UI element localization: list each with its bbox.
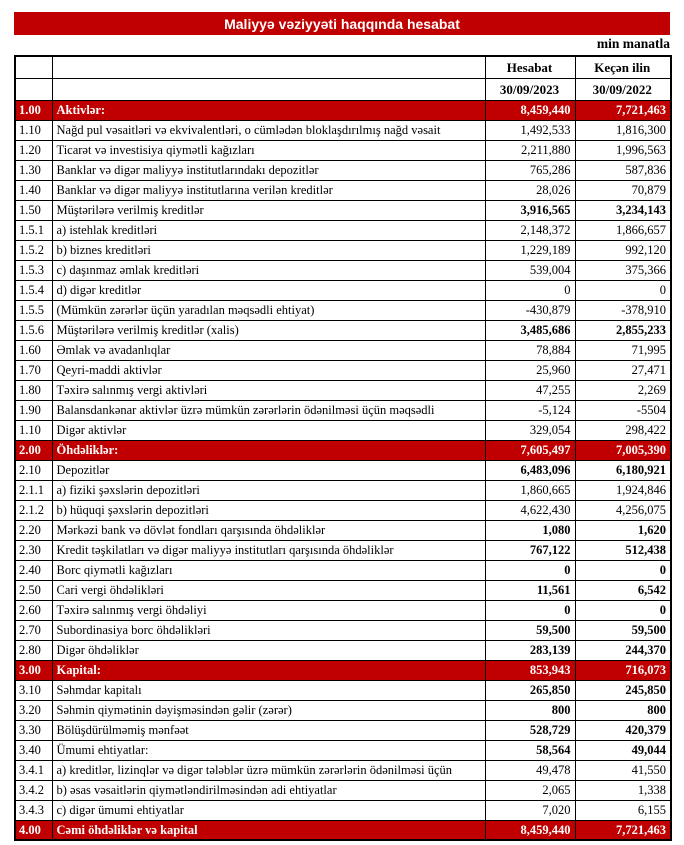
row-current-value: 7,020 (485, 800, 575, 820)
table-row-2.70 (15, 620, 671, 640)
row-prior-value: 2,855,233 (575, 320, 671, 340)
row-code: 1.5.6 (15, 320, 52, 340)
row-current-value: 0 (485, 560, 575, 580)
row-label: Aktivlər: (52, 100, 485, 120)
header-code-cell-2 (15, 78, 52, 100)
row-code: 3.10 (15, 680, 52, 700)
row-prior-value: 2,269 (575, 380, 671, 400)
row-code: 1.00 (15, 100, 52, 120)
row-label: Təxirə salınmış vergi öhdəliyi (52, 600, 485, 620)
row-prior-value: 3,234,143 (575, 200, 671, 220)
row-prior-value: 7,721,463 (575, 100, 671, 120)
row-prior-value: 0 (575, 280, 671, 300)
row-code: 2.70 (15, 620, 52, 640)
row-current-value: -5,124 (485, 400, 575, 420)
row-prior-value: 0 (575, 560, 671, 580)
table-row-1.20 (15, 140, 671, 160)
row-prior-value: 1,620 (575, 520, 671, 540)
table-row-1.10 (15, 120, 671, 140)
row-current-value: 47,255 (485, 380, 575, 400)
row-code: 1.5.3 (15, 260, 52, 280)
row-prior-value: 992,120 (575, 240, 671, 260)
row-prior-value: 27,471 (575, 360, 671, 380)
row-code: 1.5.4 (15, 280, 52, 300)
row-label: Öhdəliklər: (52, 440, 485, 460)
row-label: Ticarət və investisiya qiymətli kağızları (52, 140, 485, 160)
table-row-2.10 (15, 460, 671, 480)
row-current-value: 265,850 (485, 680, 575, 700)
row-prior-value: -378,910 (575, 300, 671, 320)
row-current-value: 59,500 (485, 620, 575, 640)
row-label: Səhmdar kapitalı (52, 680, 485, 700)
row-code: 3.00 (15, 660, 52, 680)
table-row-1.5.4 (15, 280, 671, 300)
row-current-value: 2,148,372 (485, 220, 575, 240)
row-code: 1.10 (15, 420, 52, 440)
row-code: 1.60 (15, 340, 52, 360)
row-label: Müştərilərə verilmiş kreditlər (52, 200, 485, 220)
row-label: b) hüquqi şəxslərin depozitləri (52, 500, 485, 520)
table-row-1.50 (15, 200, 671, 220)
table-row-1.5.2 (15, 240, 671, 260)
report-title-banner (14, 12, 670, 35)
row-label: c) daşınmaz əmlak kreditləri (52, 260, 485, 280)
row-label: Subordinasiya borc öhdəlikləri (52, 620, 485, 640)
row-label: Kapital: (52, 660, 485, 680)
row-current-value: 765,286 (485, 160, 575, 180)
row-code: 2.80 (15, 640, 52, 660)
row-prior-value: 6,180,921 (575, 460, 671, 480)
row-label: a) istehlak kreditləri (52, 220, 485, 240)
table-row-2.40 (15, 560, 671, 580)
row-code: 2.00 (15, 440, 52, 460)
row-code: 2.60 (15, 600, 52, 620)
row-code: 3.4.3 (15, 800, 52, 820)
row-current-value: 528,729 (485, 720, 575, 740)
row-label: Kredit təşkilatları və digər maliyyə institutları qarşısında öhdəliklər (52, 540, 485, 560)
row-prior-value: 1,338 (575, 780, 671, 800)
row-label: (Mümkün zərərlər üçün yaradılan məqsədli ehtiyat) (52, 300, 485, 320)
row-prior-value: 49,044 (575, 740, 671, 760)
row-label: Nağd pul vəsaitləri və ekvivalentləri, o cümlədən bloklaşdırılmış nağd vəsait (52, 120, 485, 140)
row-code: 2.1.1 (15, 480, 52, 500)
row-code: 3.20 (15, 700, 52, 720)
row-code: 3.4.1 (15, 760, 52, 780)
table-row-1.60 (15, 340, 671, 360)
row-prior-value: 716,073 (575, 660, 671, 680)
row-code: 1.20 (15, 140, 52, 160)
row-prior-value: 70,879 (575, 180, 671, 200)
row-prior-value: 71,995 (575, 340, 671, 360)
row-current-value: -430,879 (485, 300, 575, 320)
row-label: Təxirə salınmış vergi aktivləri (52, 380, 485, 400)
row-current-value: 6,483,096 (485, 460, 575, 480)
row-current-value: 853,943 (485, 660, 575, 680)
table-row-1.90 (15, 400, 671, 420)
row-current-value: 0 (485, 600, 575, 620)
row-current-value: 1,080 (485, 520, 575, 540)
row-label: a) kreditlər, lizinqlər və digər tələblər üzrə mümkün zərərlərin ödənilməsi üçün (52, 760, 485, 780)
report-table-body (15, 56, 671, 840)
table-row-1.30 (15, 160, 671, 180)
row-code: 1.40 (15, 180, 52, 200)
row-current-value: 8,459,440 (485, 820, 575, 840)
table-row-1.40 (15, 180, 671, 200)
table-row-1.5.1 (15, 220, 671, 240)
row-prior-value: 298,422 (575, 420, 671, 440)
row-code: 1.5.2 (15, 240, 52, 260)
row-current-value: 28,026 (485, 180, 575, 200)
column-header-row (15, 56, 671, 78)
row-prior-value: 7,721,463 (575, 820, 671, 840)
row-code: 2.40 (15, 560, 52, 580)
row-code: 1.70 (15, 360, 52, 380)
row-code: 2.1.2 (15, 500, 52, 520)
table-row-1.00 (15, 100, 671, 120)
row-label: Qeyri-maddi aktivlər (52, 360, 485, 380)
row-label: Balansdankənar aktivlər üzrə mümkün zərərlərin ödənilməsi üçün məqsədli (52, 400, 485, 420)
header-prior-label: Keçən ilin (575, 56, 671, 78)
row-prior-value: 41,550 (575, 760, 671, 780)
row-label: Müştərilərə verilmiş kreditlər (xalis) (52, 320, 485, 340)
table-row-1.5.3 (15, 260, 671, 280)
row-current-value: 329,054 (485, 420, 575, 440)
header-code-cell (15, 56, 52, 78)
table-row-3.10 (15, 680, 671, 700)
row-current-value: 3,916,565 (485, 200, 575, 220)
row-prior-value: 1,996,563 (575, 140, 671, 160)
row-prior-value: 6,542 (575, 580, 671, 600)
row-label: Digər öhdəliklər (52, 640, 485, 660)
row-prior-value: 0 (575, 600, 671, 620)
row-current-value: 4,622,430 (485, 500, 575, 520)
table-row-3.40 (15, 740, 671, 760)
table-row-3.4.1 (15, 760, 671, 780)
row-label: Cəmi öhdəliklər və kapital (52, 820, 485, 840)
row-prior-value: 1,816,300 (575, 120, 671, 140)
table-row-2.60 (15, 600, 671, 620)
row-prior-value: 587,836 (575, 160, 671, 180)
row-current-value: 1,492,533 (485, 120, 575, 140)
row-prior-value: 512,438 (575, 540, 671, 560)
table-row-2.00 (15, 440, 671, 460)
header-report-label: Hesabat (485, 56, 575, 78)
table-row-3.4.3 (15, 800, 671, 820)
row-current-value: 49,478 (485, 760, 575, 780)
row-prior-value: 375,366 (575, 260, 671, 280)
row-prior-value: 800 (575, 700, 671, 720)
row-code: 3.4.2 (15, 780, 52, 800)
row-prior-value: 244,370 (575, 640, 671, 660)
row-label: a) fiziki şəxslərin depozitləri (52, 480, 485, 500)
row-prior-value: 245,850 (575, 680, 671, 700)
row-current-value: 1,860,665 (485, 480, 575, 500)
table-row-2.1.2 (15, 500, 671, 520)
unit-note: min manatla (596, 36, 670, 51)
table-row-2.1.1 (15, 480, 671, 500)
row-prior-value: 6,155 (575, 800, 671, 820)
row-label: Borc qiymətli kağızları (52, 560, 485, 580)
row-code: 2.50 (15, 580, 52, 600)
row-label: Mərkəzi bank və dövlət fondları qarşısında öhdəliklər (52, 520, 485, 540)
table-row-3.00 (15, 660, 671, 680)
table-row-1.5.5 (15, 300, 671, 320)
row-current-value: 11,561 (485, 580, 575, 600)
row-code: 3.40 (15, 740, 52, 760)
row-label: Səhmin qiymətinin dəyişməsindən gəlir (zərər) (52, 700, 485, 720)
table-row-1.10 (15, 420, 671, 440)
table-row-3.4.2 (15, 780, 671, 800)
row-current-value: 2,065 (485, 780, 575, 800)
row-code: 1.90 (15, 400, 52, 420)
row-prior-value: -5504 (575, 400, 671, 420)
row-prior-value: 7,005,390 (575, 440, 671, 460)
header-desc-cell-2 (52, 78, 485, 100)
row-prior-value: 1,924,846 (575, 480, 671, 500)
row-label: Banklar və digər maliyyə institutlarına verilən kreditlər (52, 180, 485, 200)
row-label: Ümumi ehtiyatlar: (52, 740, 485, 760)
row-code: 1.5.5 (15, 300, 52, 320)
row-code: 1.10 (15, 120, 52, 140)
row-current-value: 539,004 (485, 260, 575, 280)
row-code: 2.10 (15, 460, 52, 480)
table-row-3.30 (15, 720, 671, 740)
row-label: Depozitlər (52, 460, 485, 480)
header-report-date: 30/09/2023 (485, 78, 575, 100)
row-label: c) digər ümumi ehtiyatlar (52, 800, 485, 820)
header-prior-date: 30/09/2022 (575, 78, 671, 100)
table-row-1.5.6 (15, 320, 671, 340)
row-code: 1.80 (15, 380, 52, 400)
table-row-4.00 (15, 820, 671, 840)
row-label: b) biznes kreditləri (52, 240, 485, 260)
row-code: 1.50 (15, 200, 52, 220)
row-current-value: 0 (485, 280, 575, 300)
row-prior-value: 4,256,075 (575, 500, 671, 520)
financial-position-table (14, 55, 672, 841)
row-prior-value: 1,866,657 (575, 220, 671, 240)
row-code: 2.30 (15, 540, 52, 560)
row-label: Əmlak və avadanlıqlar (52, 340, 485, 360)
row-label: Cari vergi öhdəlikləri (52, 580, 485, 600)
row-prior-value: 59,500 (575, 620, 671, 640)
table-row-3.20 (15, 700, 671, 720)
row-current-value: 800 (485, 700, 575, 720)
row-current-value: 58,564 (485, 740, 575, 760)
row-label: b) əsas vəsaitlərin qiymətləndirilməsindən adi ehtiyatlar (52, 780, 485, 800)
row-label: Bölüşdürülməmiş mənfəət (52, 720, 485, 740)
table-row-2.20 (15, 520, 671, 540)
row-current-value: 767,122 (485, 540, 575, 560)
table-row-2.80 (15, 640, 671, 660)
header-desc-cell (52, 56, 485, 78)
table-row-1.70 (15, 360, 671, 380)
row-current-value: 2,211,880 (485, 140, 575, 160)
report-title: Maliyyə vəziyyəti haqqında hesabat (224, 15, 460, 32)
row-code: 1.30 (15, 160, 52, 180)
row-current-value: 3,485,686 (485, 320, 575, 340)
row-prior-value: 420,379 (575, 720, 671, 740)
table-row-2.30 (15, 540, 671, 560)
row-current-value: 283,139 (485, 640, 575, 660)
row-label: Digər aktivlər (52, 420, 485, 440)
table-row-1.80 (15, 380, 671, 400)
row-code: 1.5.1 (15, 220, 52, 240)
row-code: 2.20 (15, 520, 52, 540)
date-header-row (15, 78, 671, 100)
row-code: 3.30 (15, 720, 52, 740)
table-row-2.50 (15, 580, 671, 600)
row-current-value: 8,459,440 (485, 100, 575, 120)
row-label: d) digər kreditlər (52, 280, 485, 300)
row-current-value: 25,960 (485, 360, 575, 380)
row-code: 4.00 (15, 820, 52, 840)
row-current-value: 78,884 (485, 340, 575, 360)
row-current-value: 1,229,189 (485, 240, 575, 260)
row-current-value: 7,605,497 (485, 440, 575, 460)
row-label: Banklar və digər maliyyə institutlarındakı depozitlər (52, 160, 485, 180)
